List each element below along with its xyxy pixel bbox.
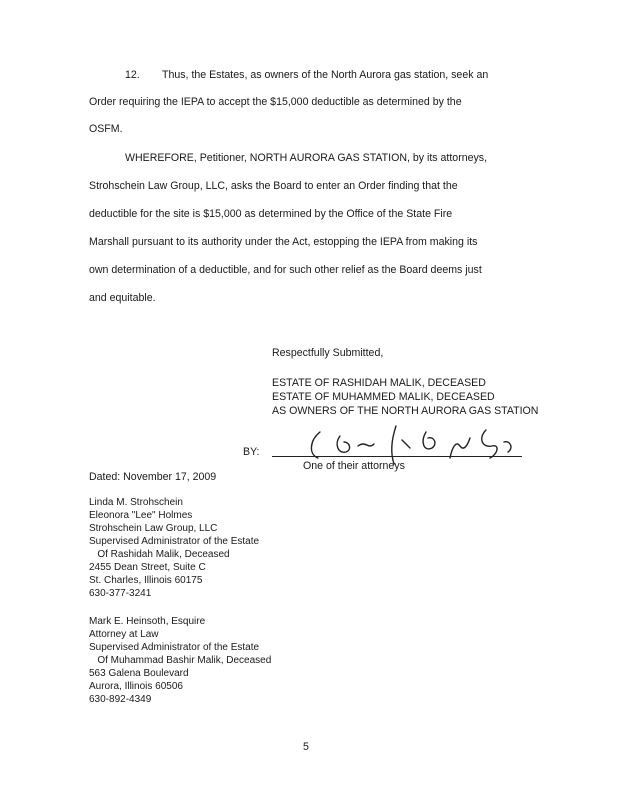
counsel-line: Supervised Administrator of the Estate: [89, 536, 260, 547]
counsel-line: St. Charles, Illinois 60175: [89, 575, 203, 586]
counsel-line: 563 Galena Boulevard: [89, 668, 189, 679]
counsel-line: Linda M. Strohschein: [89, 497, 183, 508]
counsel-line: Of Muhammad Bashir Malik, Deceased: [89, 655, 272, 666]
wherefore-line: Strohschein Law Group, LLC, asks the Board to enter an Order finding that the: [89, 180, 458, 192]
party-name: AS OWNERS OF THE NORTH AURORA GAS STATION: [272, 405, 539, 417]
counsel-line: 630-377-3241: [89, 588, 152, 599]
closing-salutation: Respectfully Submitted,: [272, 347, 384, 359]
signer-caption: One of their attorneys: [303, 460, 405, 472]
counsel-line: Mark E. Heinsoth, Esquire: [89, 616, 206, 627]
counsel-line: 630-892-4349: [89, 694, 152, 705]
wherefore-line: own determination of a deductible, and for such other relief as the Board deems just: [89, 264, 482, 276]
paragraph-12-line: Thus, the Estates, as owners of the North Aurora gas station, seek an: [162, 69, 489, 81]
counsel-line: Attorney at Law: [89, 629, 159, 640]
wherefore-line: and equitable.: [89, 292, 156, 304]
party-name: ESTATE OF MUHAMMED MALIK, DECEASED: [272, 391, 495, 403]
paragraph-12-line: Order requiring the IEPA to accept the $15,000 deductible as determined by the: [89, 96, 462, 108]
counsel-line: Supervised Administrator of the Estate: [89, 642, 260, 653]
counsel-line: Of Rashidah Malik, Deceased: [89, 549, 230, 560]
counsel-line: Eleonora "Lee" Holmes: [89, 510, 193, 521]
wherefore-line: deductible for the site is $15,000 as determined by the Office of the State Fire: [89, 208, 453, 220]
paragraph-12-line: OSFM.: [89, 123, 123, 135]
party-name: ESTATE OF RASHIDAH MALIK, DECEASED: [272, 377, 486, 389]
by-label: BY:: [243, 446, 260, 458]
page-number: 5: [303, 741, 309, 753]
counsel-line: Aurora, Illinois 60506: [89, 681, 183, 692]
wherefore-line: WHEREFORE, Petitioner, NORTH AURORA GAS STATION, by its attorneys,: [125, 152, 488, 164]
date-line: Dated: November 17, 2009: [89, 471, 217, 483]
wherefore-line: Marshall pursuant to its authority under the Act, estopping the IEPA from making its: [89, 236, 478, 248]
counsel-line: Strohschein Law Group, LLC: [89, 523, 218, 534]
counsel-line: 2455 Dean Street, Suite C: [89, 562, 206, 573]
paragraph-number: 12.: [125, 69, 140, 81]
